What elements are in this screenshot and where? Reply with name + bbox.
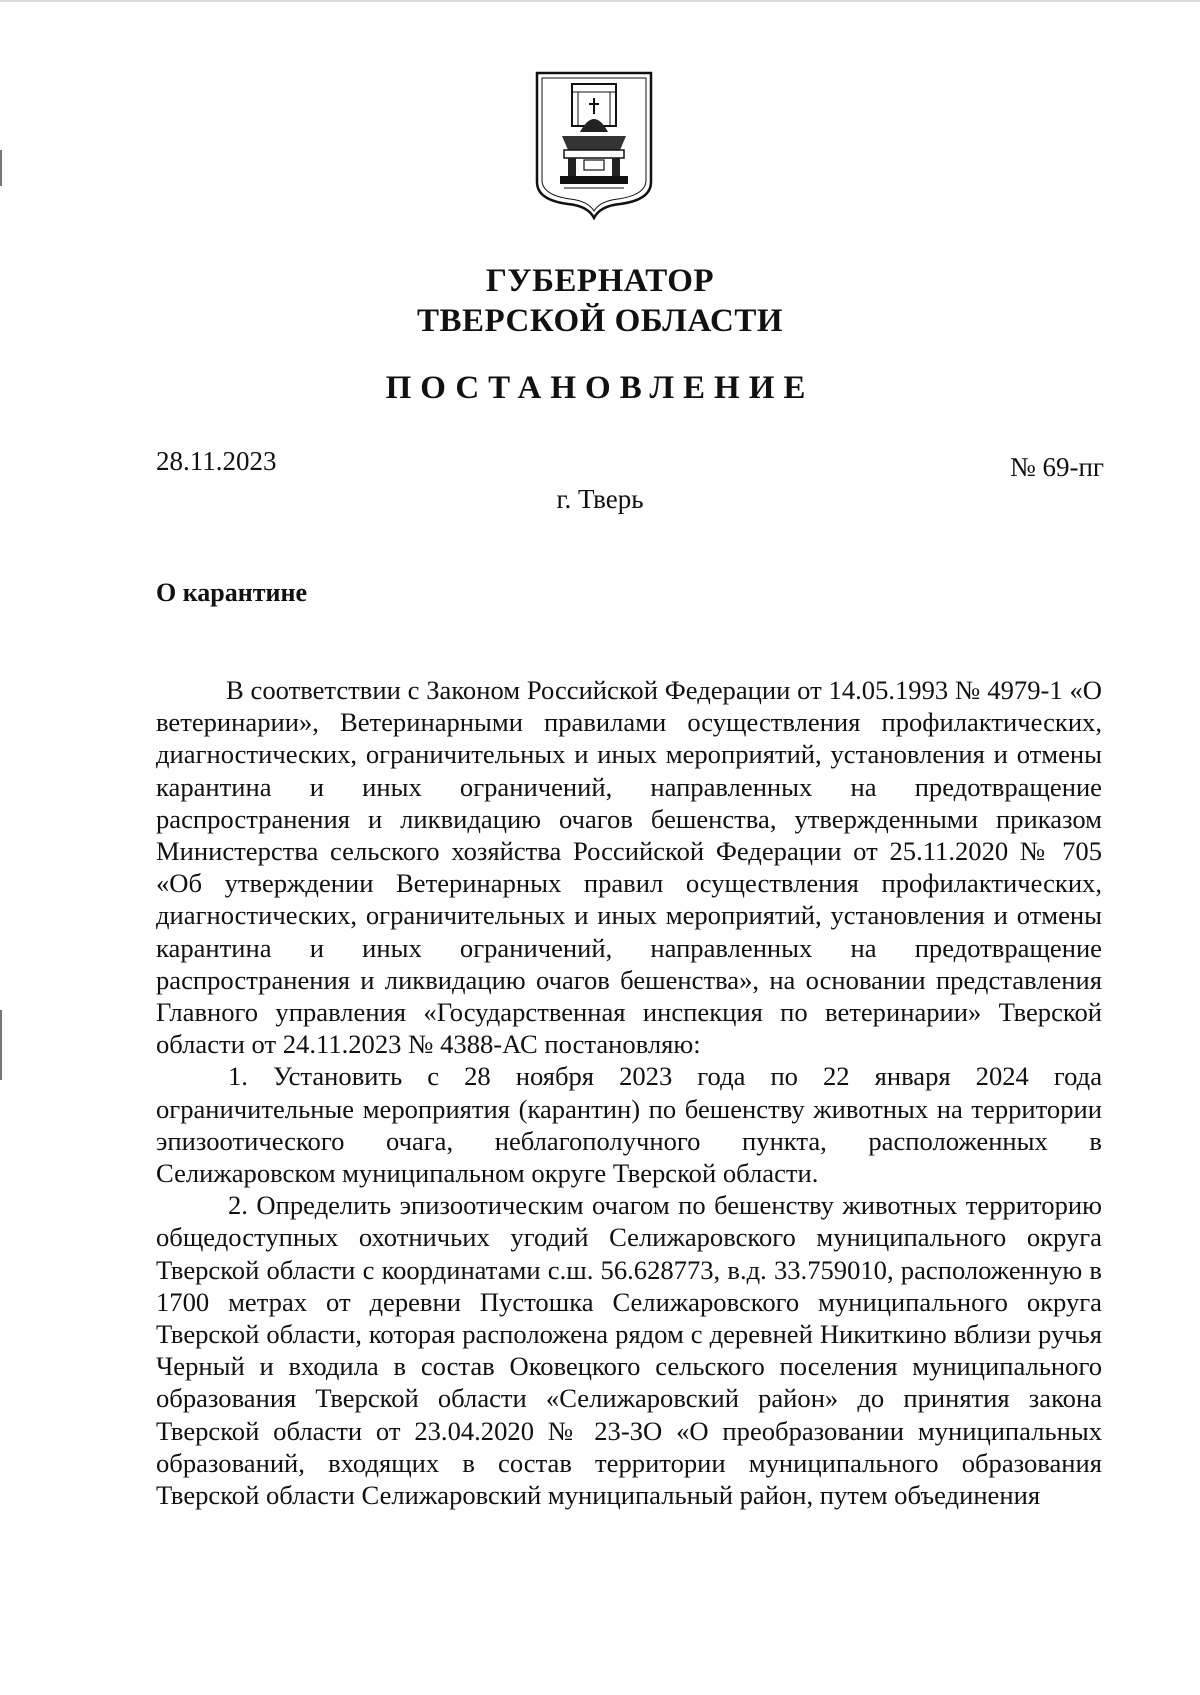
scan-edge xyxy=(0,0,1200,2)
document-date: 28.11.2023 xyxy=(156,446,277,476)
authority-title-line-1: ГУБЕРНАТОР xyxy=(485,263,715,299)
document-subject: О карантине xyxy=(156,578,308,607)
preamble-paragraph: В соответствии с Законом Российской Федерации от 14.05.1993 № 4979-1 «О ветеринарии», Ветеринарными правилами осуществления профилактических, диагностических, ограничительных и иных мероприятий, установления и отмены карантина и иных ограничений, направленных на предотвращение распространения и ликвидацию очагов бешенства, утвержденными приказом Министерства сельского хозяйства Российской Федерации от 25.11.2020 № 705 «Об утверждении Ветеринарных правил осуществления профилактических, диагностических, ограничительных и иных мероприятий, установления и отмены карантина и иных ограничений, направленных на предотвращение распространения и ликвидацию очагов бешенства», на основании представления Главного управления «Государственная инспекция по ветеринарии» Тверской области от 24.11.2023 № 4388-АС постановляю: xyxy=(156,675,1102,1060)
document-city: г. Тверь xyxy=(556,484,644,514)
document-number: № 69-пг xyxy=(1009,452,1104,482)
document-type-heading: ПОСТАНОВЛЕНИЕ xyxy=(385,370,815,406)
document-body xyxy=(156,674,1102,1511)
scan-mark xyxy=(0,1010,2,1080)
tver-coat-of-arms-icon xyxy=(534,70,654,220)
scan-mark xyxy=(0,150,2,186)
clause-1-paragraph: 1. Установить с 28 ноября 2023 года по 22 января 2024 года ограничительные мероприятия (карантин) по бешенству животных на территории эпизоотического очага, неблагополучного пункта, расположенных в Селижаровском муниципальном округе Тверской области. xyxy=(156,1061,1102,1189)
authority-title-line-2: ТВЕРСКОЙ ОБЛАСТИ xyxy=(416,303,784,339)
clause-2-paragraph: 2. Определить эпизоотическим очагом по бешенству животных территорию общедоступных охотничьих угодий Селижаровского муниципального округа Тверской области с координатами с.ш. 56.628773, в.д. 33.759010, расположенную в 1700 метрах от деревни Пустошка Селижаровского муниципального округа Тверской области, которая расположена рядом с деревней Никиткино вблизи ручья Черный и входила в состав Оковецкого сельского поселения муниципального образования Тверской области «Селижаровский район» до принятия закона Тверской области от 23.04.2020 № 23-ЗО «О преобразовании муниципальных образований, входящих в состав территории муниципального образования Тверской области Селижаровский муниципальный район, путем объединения xyxy=(156,1190,1102,1511)
